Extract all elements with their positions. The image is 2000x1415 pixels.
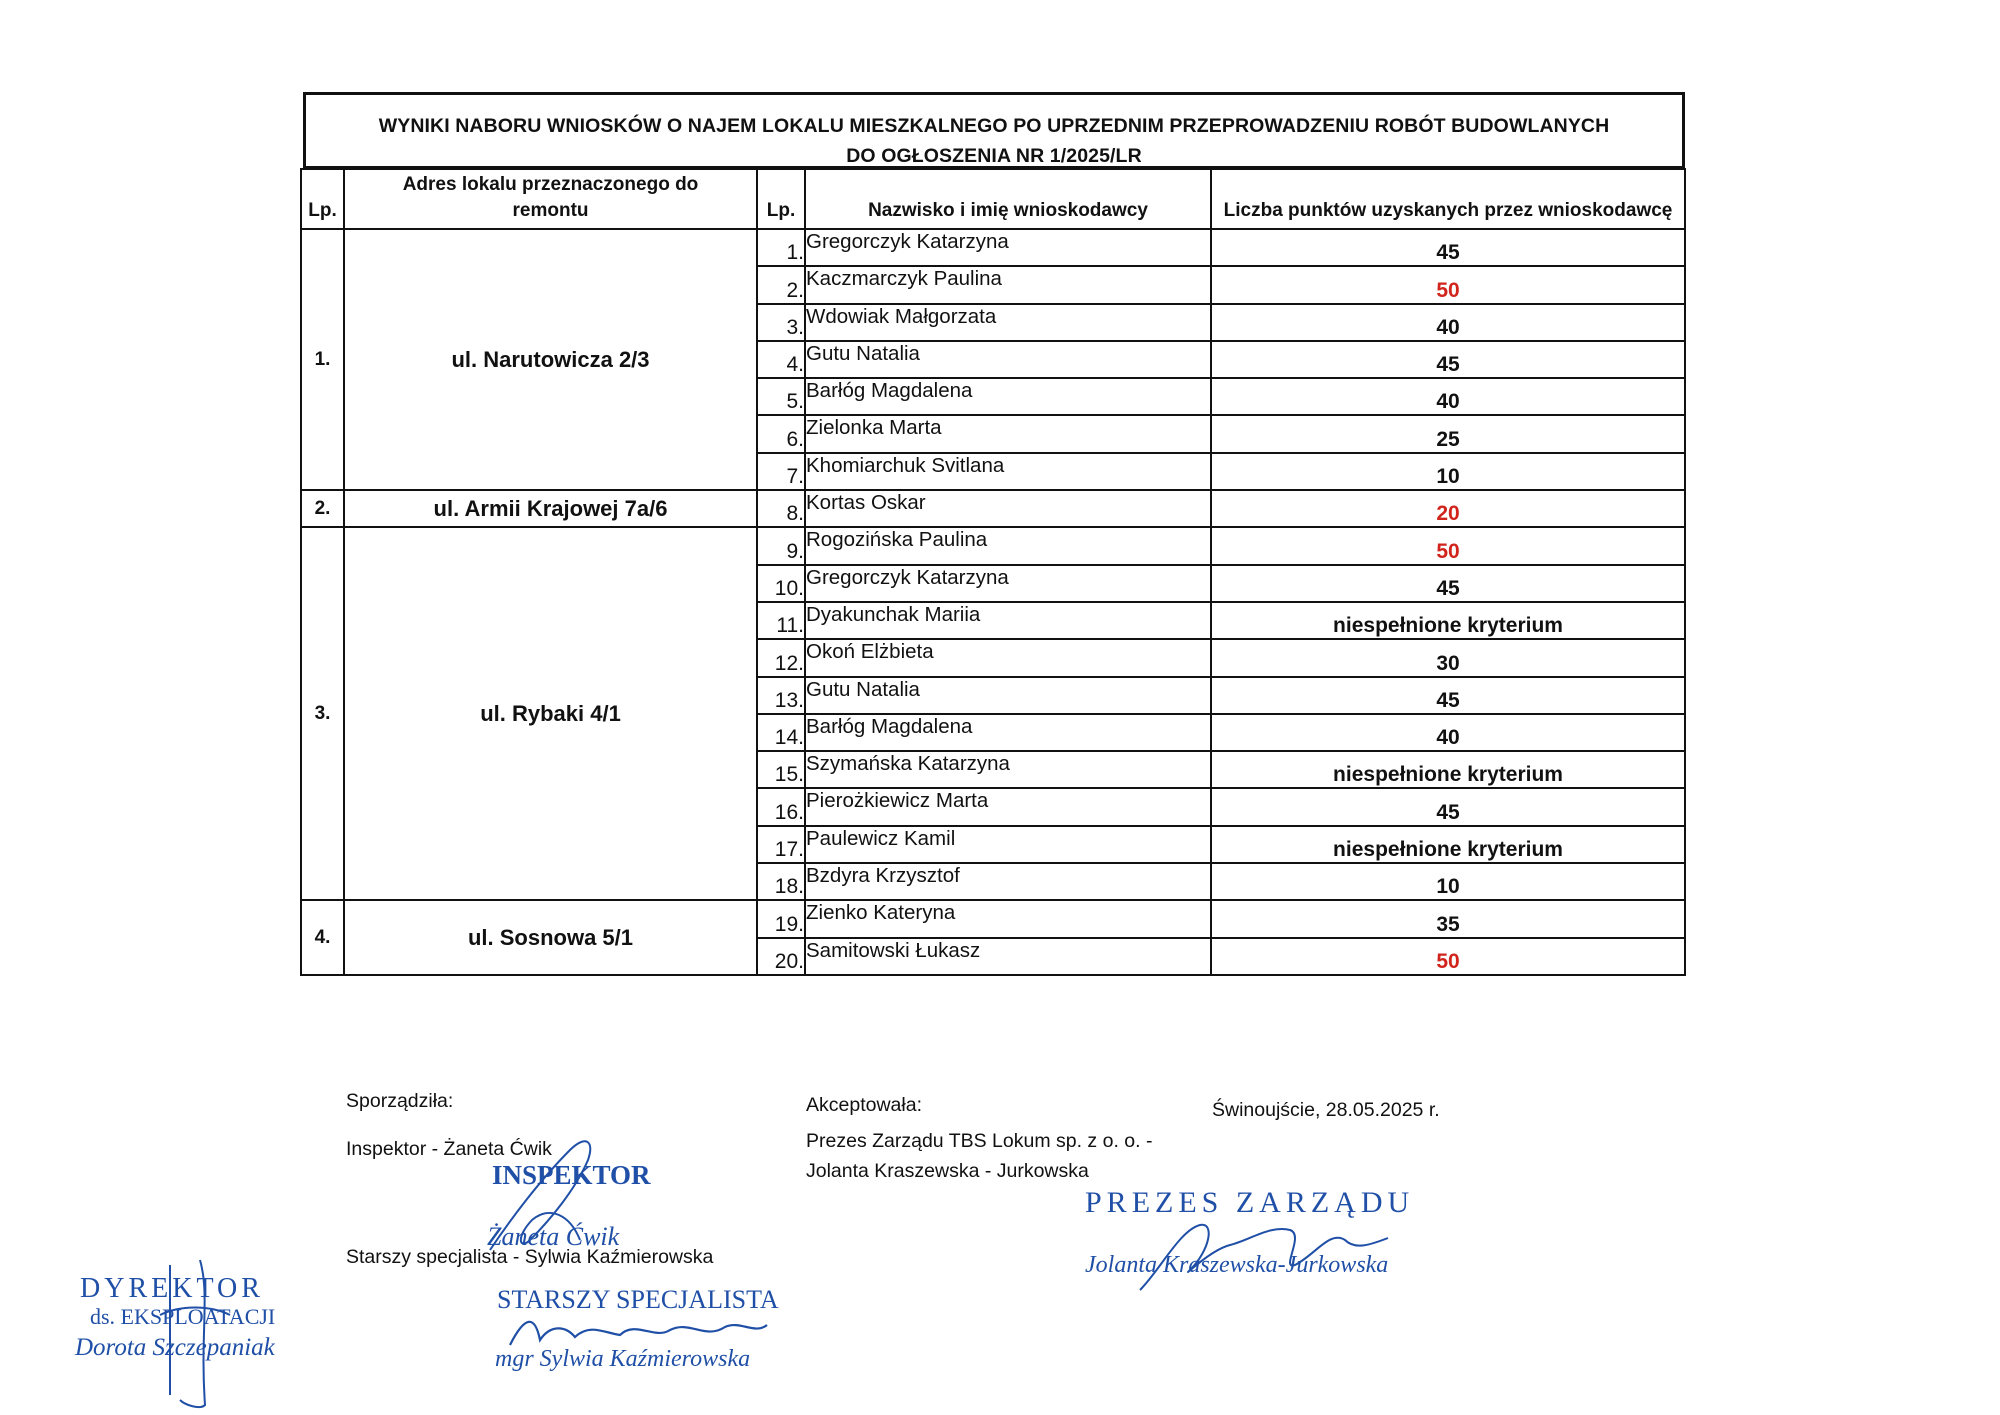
header-lp-2: Lp.	[757, 169, 805, 229]
header-points: Liczba punktów uzyskanych przez wnioskodawcę	[1211, 169, 1685, 229]
row-name: Bzdyra Krzysztof	[805, 863, 1211, 900]
row-points: 30	[1211, 639, 1685, 676]
accepted-line-1: Prezes Zarządu TBS Lokum sp. z o. o. -	[806, 1130, 1153, 1152]
row-points: 45	[1211, 565, 1685, 602]
row-name: Pierożkiewicz Marta	[805, 788, 1211, 825]
group-lp: 1.	[301, 229, 344, 490]
row-points: 20	[1211, 490, 1685, 527]
group-lp: 2.	[301, 490, 344, 527]
row-name: Khomiarchuk Svitlana	[805, 453, 1211, 490]
stamp-president-title: PREZES ZARZĄDU	[1085, 1186, 1415, 1219]
row-lp: 4.	[757, 341, 805, 378]
row-name: Gutu Natalia	[805, 677, 1211, 714]
row-lp: 10.	[757, 565, 805, 602]
row-name: Okoń Elżbieta	[805, 639, 1211, 676]
stamp-inspektor-title: INSPEKTOR	[492, 1160, 651, 1190]
accepted-label: Akceptowała:	[806, 1094, 922, 1116]
table-row	[301, 900, 1685, 937]
stamp-president-name: Jolanta Kraszewska-Jurkowska	[1085, 1252, 1389, 1278]
stamp-director-title: DYREKTOR	[80, 1273, 264, 1304]
row-lp: 15.	[757, 751, 805, 788]
row-lp: 7.	[757, 453, 805, 490]
document-title	[303, 92, 1685, 168]
row-points: 35	[1211, 900, 1685, 937]
row-points: 45	[1211, 229, 1685, 266]
row-points: 45	[1211, 677, 1685, 714]
header-address: Adres lokalu przeznaczonego do remontu	[344, 169, 757, 229]
row-name: Szymańska Katarzyna	[805, 751, 1211, 788]
group-lp: 3.	[301, 527, 344, 900]
table-header-row	[301, 169, 1685, 229]
signature-specialist	[505, 1305, 775, 1355]
row-name: Kaczmarczyk Paulina	[805, 266, 1211, 303]
table-row	[301, 490, 1685, 527]
row-name: Samitowski Łukasz	[805, 938, 1211, 975]
row-name: Zielonka Marta	[805, 415, 1211, 452]
row-name: Barłóg Magdalena	[805, 378, 1211, 415]
row-lp: 6.	[757, 415, 805, 452]
row-name: Dyakunchak Mariia	[805, 602, 1211, 639]
row-name: Barłóg Magdalena	[805, 714, 1211, 751]
place-date: Świnoujście, 28.05.2025 r.	[1212, 1099, 1440, 1121]
row-lp: 20.	[757, 938, 805, 975]
group-address: ul. Narutowicza 2/3	[344, 229, 757, 490]
row-lp: 11.	[757, 602, 805, 639]
signature-director	[140, 1255, 240, 1415]
results-table	[300, 168, 1686, 976]
row-lp: 8.	[757, 490, 805, 527]
row-points: niespełnione kryterium	[1211, 751, 1685, 788]
row-points: 50	[1211, 527, 1685, 564]
row-lp: 12.	[757, 639, 805, 676]
table-row	[301, 527, 1685, 564]
row-lp: 18.	[757, 863, 805, 900]
stamp-specialist-title: STARSZY SPECJALISTA	[497, 1285, 779, 1314]
row-points: 25	[1211, 415, 1685, 452]
row-lp: 13.	[757, 677, 805, 714]
stamp-specialist-name: mgr Sylwia Kaźmierowska	[495, 1346, 751, 1372]
row-name: Kortas Oskar	[805, 490, 1211, 527]
header-name: Nazwisko i imię wnioskodawcy	[805, 169, 1211, 229]
group-address: ul. Sosnowa 5/1	[344, 900, 757, 975]
row-lp: 16.	[757, 788, 805, 825]
row-name: Zienko Kateryna	[805, 900, 1211, 937]
row-lp: 3.	[757, 304, 805, 341]
row-lp: 2.	[757, 266, 805, 303]
stamp-director-name: Dorota Szczepaniak	[75, 1334, 275, 1361]
header-lp: Lp.	[301, 169, 344, 229]
row-points: 45	[1211, 788, 1685, 825]
row-name: Gregorczyk Katarzyna	[805, 565, 1211, 602]
row-name: Wdowiak Małgorzata	[805, 304, 1211, 341]
prepared-label: Sporządziła:	[346, 1090, 454, 1112]
group-address: ul. Armii Krajowej 7a/6	[344, 490, 757, 527]
row-lp: 17.	[757, 826, 805, 863]
signature-inspektor	[470, 1120, 630, 1260]
row-name: Gregorczyk Katarzyna	[805, 229, 1211, 266]
row-lp: 5.	[757, 378, 805, 415]
row-lp: 9.	[757, 527, 805, 564]
row-points: 40	[1211, 378, 1685, 415]
row-points: 45	[1211, 341, 1685, 378]
table-row	[301, 229, 1685, 266]
row-points: 40	[1211, 714, 1685, 751]
group-lp: 4.	[301, 900, 344, 975]
senior-specialist: Starszy specjalista - Sylwia Kaźmierowska	[346, 1246, 714, 1268]
stamp-director-subtitle: ds. EKSPLOATACJI	[90, 1304, 276, 1329]
row-name: Gutu Natalia	[805, 341, 1211, 378]
title-line-1: WYNIKI NABORU WNIOSKÓW O NAJEM LOKALU MIESZKALNEGO PO UPRZEDNIM PRZEPROWADZENIU ROBÓT BUDOWLANYCH	[378, 115, 1610, 137]
row-lp: 1.	[757, 229, 805, 266]
title-line-2: DO OGŁOSZENIA NR 1/2025/LR	[846, 145, 1142, 167]
row-points: niespełnione kryterium	[1211, 826, 1685, 863]
row-name: Paulewicz Kamil	[805, 826, 1211, 863]
row-points: 50	[1211, 938, 1685, 975]
stamp-inspektor-name: Żaneta Ćwik	[487, 1222, 620, 1251]
accepted-line-2: Jolanta Kraszewska - Jurkowska	[806, 1160, 1089, 1182]
row-points: 10	[1211, 453, 1685, 490]
row-points: 50	[1211, 266, 1685, 303]
row-name: Rogozińska Paulina	[805, 527, 1211, 564]
prepared-by: Inspektor - Żaneta Ćwik	[346, 1138, 552, 1160]
row-points: niespełnione kryterium	[1211, 602, 1685, 639]
group-address: ul. Rybaki 4/1	[344, 527, 757, 900]
row-lp: 19.	[757, 900, 805, 937]
signature-president	[1120, 1210, 1400, 1300]
row-points: 40	[1211, 304, 1685, 341]
row-lp: 14.	[757, 714, 805, 751]
row-points: 10	[1211, 863, 1685, 900]
